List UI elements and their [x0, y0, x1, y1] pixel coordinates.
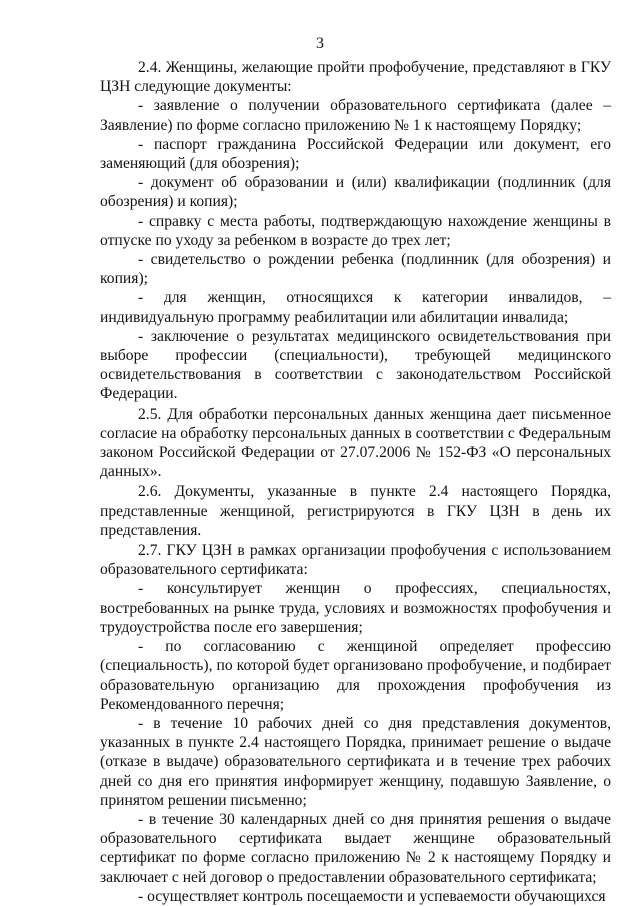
paragraph-2-7: 2.7. ГКУ ЦЗН в рамках организации профобучения с использованием образовательного сертификата:	[100, 542, 611, 579]
paragraph-2-5: 2.5. Для обработки персональных данных женщина дает письменное согласие на обработку персональных данных в соответствии с Федеральным законом Российской Федерации от 27.07.2006 № 152-ФЗ «О персональных данных».	[100, 405, 611, 481]
list-item: - справку с места работы, подтверждающую нахождение женщины в отпуске по уходу за ребенком в возрасте до трех лет;	[100, 212, 611, 249]
page-number: 3	[316, 35, 324, 52]
list-item: - осуществляет контроль посещаемости и успеваемости обучающихся	[138, 887, 606, 905]
list-item: - паспорт гражданина Российской Федерации или документ, его заменяющий (для обозрения);	[100, 135, 611, 173]
list-item: - документ об образовании и (или) квалификации (подлинник (для обозрения) и копия);	[100, 174, 611, 211]
list-item: - заявление о получении образовательного сертификата (далее – Заявление) по форме согласно приложению № 1 к настоящему Порядку;	[100, 97, 611, 134]
list-item: - заключение о результатах медицинского освидетельствования при выборе профессии (специальности), требующей медицинского освидетельствования в соответствии с законодательством Российской Федерации.	[100, 327, 611, 403]
list-item: - по согласованию с женщиной определяет профессию (специальность), по которой будет организовано профобучение, и подбирает образовательную организацию для прохождения профобучения из Рекомендованного перечня;	[100, 638, 611, 713]
list-item: - консультирует женщин о профессиях, специальностях, востребованных на рынке труда, условиях и возможностях профобучения и трудоустройства после его завершения;	[100, 580, 611, 636]
list-item: - в течение 30 календарных дней со дня принятия решения о выдаче образовательного сертификата выдает женщине образовательный сертификат по форме согласно приложению № 2 к настоящему Порядку и заключает с ней договор о предоставлении образовательного сертификата;	[100, 810, 611, 886]
paragraph-2-4: 2.4. Женщины, желающие пройти профобучение, представляют в ГКУ ЦЗН следующие документы:	[100, 59, 611, 96]
list-item: - для женщин, относящихся к категории инвалидов, – индивидуальную программу реабилитации или абилитации инвалида;	[100, 289, 611, 326]
document-body	[100, 58, 611, 906]
list-item: - свидетельство о рождении ребенка (подлинник (для обозрения) и копия);	[100, 251, 611, 288]
list-item: - в течение 10 рабочих дней со дня представления документов, указанных в пункте 2.4 настоящего Порядка, принимает решение о выдаче (отказе в выдаче) образовательного сертификата и в течение трех рабочих дней со дня его принятия информирует женщину, подавшую Заявление, о принятом решении письменно;	[100, 714, 611, 809]
paragraph-2-6: 2.6. Документы, указанные в пункте 2.4 настоящего Порядка, представленные женщиной, регистрируются в ГКУ ЦЗН в день их представления.	[100, 483, 611, 539]
